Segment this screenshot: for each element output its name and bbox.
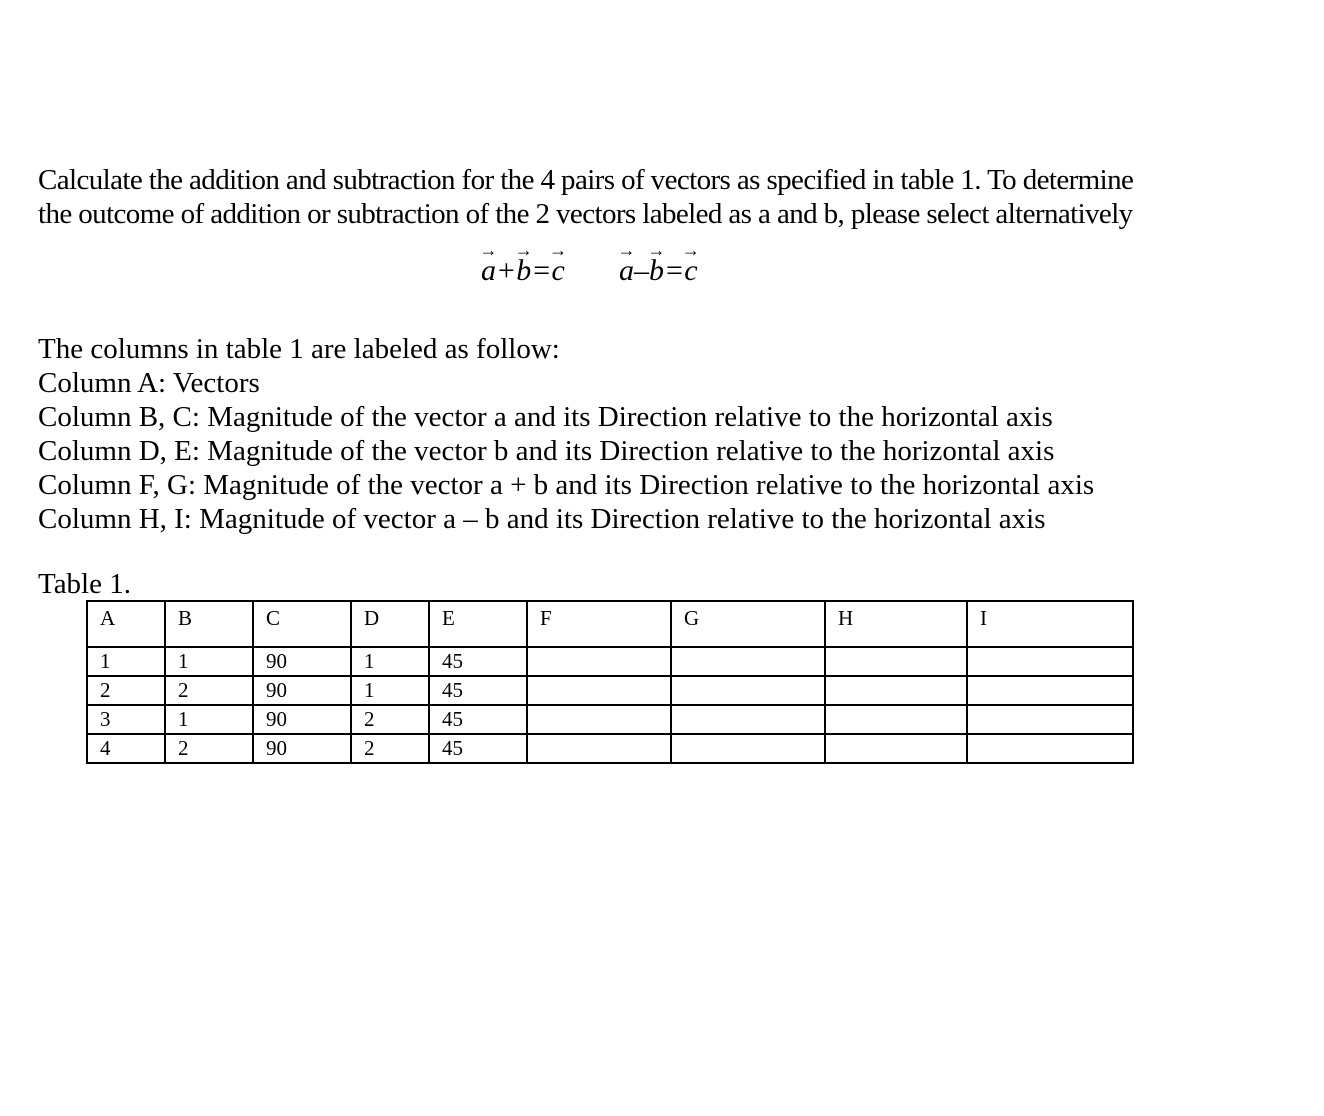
cell-i	[967, 705, 1133, 734]
vector-formulas	[0, 254, 1324, 294]
table-row	[87, 676, 1133, 705]
cell-a: 4	[87, 734, 165, 763]
cell-h	[825, 676, 967, 705]
cell-c: 90	[253, 705, 351, 734]
cell-g	[671, 705, 825, 734]
cell-a: 1	[87, 647, 165, 676]
column-a-description: Column A: Vectors	[38, 367, 260, 399]
column-hi-description: Column H, I: Magnitude of vector a – b and its Direction relative to the horizontal axis	[38, 503, 1046, 535]
cell-h	[825, 734, 967, 763]
cell-c: 90	[253, 734, 351, 763]
cell-d: 2	[351, 705, 429, 734]
table-caption: Table 1.	[38, 568, 131, 600]
cell-c: 90	[253, 647, 351, 676]
columns-intro: The columns in table 1 are labeled as follow:	[38, 333, 560, 365]
cell-g	[671, 647, 825, 676]
column-fg-description: Column F, G: Magnitude of the vector a + b and its Direction relative to the horizontal axis	[38, 469, 1095, 501]
column-bc-description: Column B, C: Magnitude of the vector a and its Direction relative to the horizontal axis	[38, 401, 1053, 433]
vector-c: → c	[684, 254, 697, 288]
table-row	[87, 734, 1133, 763]
header-a: A	[87, 601, 165, 647]
vector-a: → a	[619, 254, 634, 288]
vector-b: → b	[516, 254, 531, 288]
cell-h	[825, 647, 967, 676]
table-row	[87, 705, 1133, 734]
cell-i	[967, 676, 1133, 705]
cell-i	[967, 734, 1133, 763]
equals-sign: =	[664, 254, 685, 287]
header-h: H	[825, 601, 967, 647]
vector-b: → b	[649, 254, 664, 288]
instructions-line-1: Calculate the addition and subtraction for the 4 pairs of vectors as specified in table 1. To determine	[38, 164, 1134, 196]
cell-d: 1	[351, 647, 429, 676]
vector-c: → c	[552, 254, 565, 288]
cell-a: 2	[87, 676, 165, 705]
table-header-row	[87, 601, 1133, 647]
cell-f	[527, 705, 671, 734]
cell-e: 45	[429, 705, 527, 734]
cell-a: 3	[87, 705, 165, 734]
cell-e: 45	[429, 734, 527, 763]
header-i: I	[967, 601, 1133, 647]
header-g: G	[671, 601, 825, 647]
cell-e: 45	[429, 676, 527, 705]
header-c: C	[253, 601, 351, 647]
cell-b: 2	[165, 734, 253, 763]
cell-f	[527, 676, 671, 705]
cell-d: 2	[351, 734, 429, 763]
header-d: D	[351, 601, 429, 647]
minus-operator: –	[634, 254, 649, 287]
column-de-description: Column D, E: Magnitude of the vector b and its Direction relative to the horizontal axis	[38, 435, 1055, 467]
header-b: B	[165, 601, 253, 647]
subtraction-formula	[619, 254, 698, 288]
cell-f	[527, 647, 671, 676]
cell-i	[967, 647, 1133, 676]
column-descriptions	[38, 332, 1298, 536]
instructions-paragraph	[38, 163, 1278, 231]
cell-d: 1	[351, 676, 429, 705]
cell-e: 45	[429, 647, 527, 676]
cell-b: 1	[165, 647, 253, 676]
cell-b: 2	[165, 676, 253, 705]
cell-g	[671, 734, 825, 763]
cell-h	[825, 705, 967, 734]
vector-table	[86, 600, 1134, 764]
plus-operator: +	[496, 254, 517, 287]
table-row	[87, 647, 1133, 676]
equals-sign: =	[531, 254, 552, 287]
vector-a: → a	[481, 254, 496, 288]
header-f: F	[527, 601, 671, 647]
cell-f	[527, 734, 671, 763]
cell-c: 90	[253, 676, 351, 705]
header-e: E	[429, 601, 527, 647]
cell-b: 1	[165, 705, 253, 734]
instructions-line-2: the outcome of addition or subtraction of the 2 vectors labeled as a and b, please select alternatively	[38, 198, 1133, 230]
cell-g	[671, 676, 825, 705]
addition-formula	[481, 254, 565, 288]
